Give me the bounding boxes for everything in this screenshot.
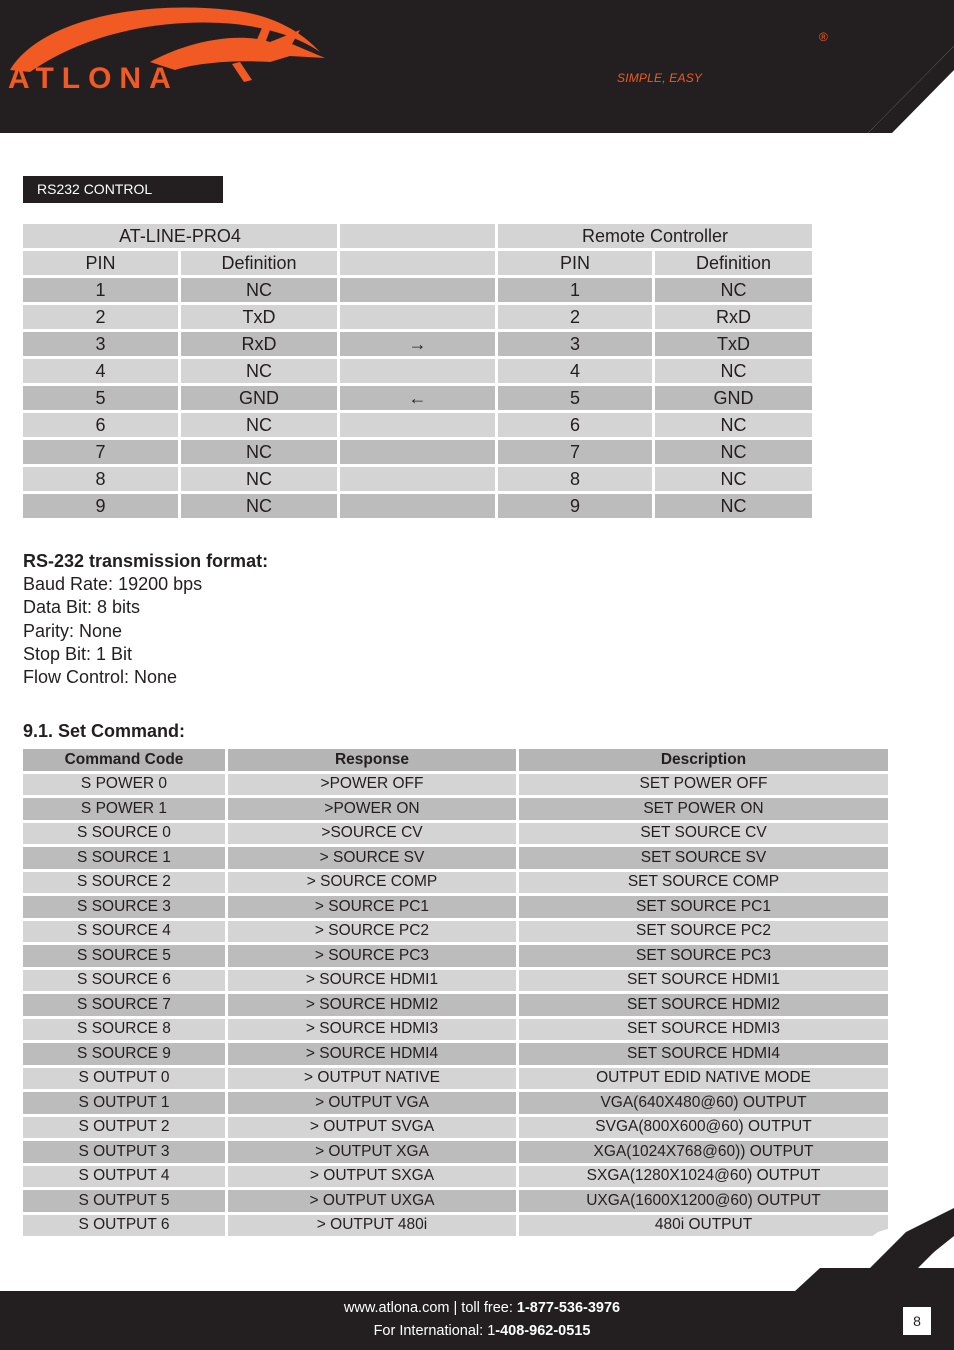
footer-separator: | toll free: — [449, 1300, 517, 1316]
pin-row — [23, 359, 812, 383]
pin-left: 4 — [23, 359, 178, 383]
command-response: >SOURCE CV — [228, 823, 516, 845]
col-header-pin-left: PIN — [23, 251, 178, 275]
page-header — [0, 0, 954, 133]
set-command-table — [20, 746, 891, 1239]
command-row — [23, 1141, 888, 1163]
definition-right: NC — [655, 440, 812, 464]
group-header-spacer — [340, 224, 495, 248]
pin-right: 9 — [498, 494, 652, 518]
command-description: VGA(640X480@60) OUTPUT — [519, 1092, 888, 1114]
format-line: Baud Rate: 19200 bps — [23, 574, 203, 595]
pin-right: 1 — [498, 278, 652, 302]
command-code: S SOURCE 0 — [23, 823, 225, 845]
command-code: S SOURCE 4 — [23, 921, 225, 943]
definition-right: NC — [655, 467, 812, 491]
pin-left: 6 — [23, 413, 178, 437]
command-description: SET SOURCE HDMI4 — [519, 1043, 888, 1065]
command-description: SET SOURCE PC3 — [519, 945, 888, 967]
atlona-salamander-logo — [0, 0, 340, 95]
col-header-response: Response — [228, 749, 516, 771]
command-response: > SOURCE HDMI4 — [228, 1043, 516, 1065]
col-header-description: Description — [519, 749, 888, 771]
pin-row — [23, 413, 812, 437]
command-row — [23, 774, 888, 796]
command-description: SET SOURCE HDMI1 — [519, 970, 888, 992]
command-description: SET SOURCE PC2 — [519, 921, 888, 943]
definition-left: RxD — [181, 332, 337, 356]
command-description: 480i OUTPUT — [519, 1215, 888, 1237]
command-response: > SOURCE HDMI3 — [228, 1019, 516, 1041]
pin-row — [23, 305, 812, 329]
command-description: SVGA(800X600@60) OUTPUT — [519, 1117, 888, 1139]
command-row — [23, 798, 888, 820]
command-row — [23, 823, 888, 845]
command-row — [23, 945, 888, 967]
command-response: > OUTPUT VGA — [228, 1092, 516, 1114]
command-response: > SOURCE HDMI2 — [228, 994, 516, 1016]
definition-right: NC — [655, 413, 812, 437]
pin-left: 3 — [23, 332, 178, 356]
command-code: S SOURCE 9 — [23, 1043, 225, 1065]
pin-right: 8 — [498, 467, 652, 491]
command-response: > OUTPUT NATIVE — [228, 1068, 516, 1090]
set-command-heading: 9.1. Set Command: — [23, 721, 186, 741]
pin-row — [23, 467, 812, 491]
format-heading: RS-232 transmission format: — [23, 551, 269, 571]
pin-right: 6 — [498, 413, 652, 437]
command-description: SET POWER ON — [519, 798, 888, 820]
pin-right: 5 — [498, 386, 652, 410]
footer-intl-number: -408-962-0515 — [495, 1323, 591, 1339]
command-code: S OUTPUT 4 — [23, 1166, 225, 1188]
command-row — [23, 1043, 888, 1065]
col-header-pin-right: PIN — [498, 251, 652, 275]
definition-left: NC — [181, 440, 337, 464]
direction-arrow — [340, 359, 495, 383]
command-code: S SOURCE 8 — [23, 1019, 225, 1041]
command-row — [23, 1117, 888, 1139]
definition-right: NC — [655, 359, 812, 383]
command-code: S SOURCE 5 — [23, 945, 225, 967]
command-response: > OUTPUT XGA — [228, 1141, 516, 1163]
format-line: Stop Bit: 1 Bit — [23, 643, 133, 664]
direction-arrow — [340, 413, 495, 437]
direction-arrow — [340, 440, 495, 464]
command-row — [23, 921, 888, 943]
pin-right: 2 — [498, 305, 652, 329]
pin-row — [23, 332, 812, 356]
definition-left: NC — [181, 359, 337, 383]
command-description: SET SOURCE HDMI2 — [519, 994, 888, 1016]
command-row — [23, 1019, 888, 1041]
command-description: SET SOURCE CV — [519, 823, 888, 845]
definition-right: NC — [655, 278, 812, 302]
pin-left: 7 — [23, 440, 178, 464]
command-row — [23, 847, 888, 869]
pin-assignment-table — [20, 221, 815, 521]
command-response: >POWER ON — [228, 798, 516, 820]
command-code: S SOURCE 6 — [23, 970, 225, 992]
format-line: Parity: None — [23, 620, 123, 641]
pin-table-group-row — [23, 224, 812, 248]
definition-left: NC — [181, 278, 337, 302]
command-row — [23, 1166, 888, 1188]
direction-arrow — [340, 305, 495, 329]
transmission-format — [23, 550, 268, 689]
command-response: > SOURCE PC1 — [228, 896, 516, 918]
command-description: SET SOURCE HDMI3 — [519, 1019, 888, 1041]
command-response: > OUTPUT SVGA — [228, 1117, 516, 1139]
group-header-left: AT-LINE-PRO4 — [23, 224, 337, 248]
command-code: S POWER 1 — [23, 798, 225, 820]
footer-intl-label: For International: 1 — [373, 1323, 496, 1339]
command-response: > OUTPUT 480i — [228, 1215, 516, 1237]
col-header-command-code: Command Code — [23, 749, 225, 771]
format-line: Data Bit: 8 bits — [23, 597, 141, 618]
definition-left: NC — [181, 494, 337, 518]
command-code: S POWER 0 — [23, 774, 225, 796]
command-response: >POWER OFF — [228, 774, 516, 796]
pin-left: 5 — [23, 386, 178, 410]
command-code: S OUTPUT 2 — [23, 1117, 225, 1139]
pin-row — [23, 278, 812, 302]
brand-tagline: SIMPLE, EASY — [617, 71, 703, 85]
command-row — [23, 1068, 888, 1090]
command-code: S OUTPUT 1 — [23, 1092, 225, 1114]
command-response: > SOURCE PC2 — [228, 921, 516, 943]
footer-contact-line — [0, 1300, 954, 1316]
pin-right: 3 — [498, 332, 652, 356]
command-description: OUTPUT EDID NATIVE MODE — [519, 1068, 888, 1090]
registered-mark: ® — [819, 30, 828, 44]
definition-right: TxD — [655, 332, 812, 356]
command-response: > SOURCE PC3 — [228, 945, 516, 967]
command-response: > SOURCE COMP — [228, 872, 516, 894]
command-table-header — [23, 749, 888, 771]
pin-left: 9 — [23, 494, 178, 518]
command-description: SXGA(1280X1024@60) OUTPUT — [519, 1166, 888, 1188]
command-code: S SOURCE 1 — [23, 847, 225, 869]
command-description: SET SOURCE PC1 — [519, 896, 888, 918]
command-description: UXGA(1600X1200@60) OUTPUT — [519, 1190, 888, 1212]
command-row — [23, 896, 888, 918]
command-row — [23, 994, 888, 1016]
command-row — [23, 1092, 888, 1114]
col-header-definition-right: Definition — [655, 251, 812, 275]
col-header-definition-left: Definition — [181, 251, 337, 275]
command-response: > OUTPUT UXGA — [228, 1190, 516, 1212]
command-code: S OUTPUT 3 — [23, 1141, 225, 1163]
direction-arrow: ← — [340, 386, 495, 410]
command-code: S OUTPUT 6 — [23, 1215, 225, 1237]
page-number: 8 — [903, 1307, 931, 1335]
command-description: SET SOURCE SV — [519, 847, 888, 869]
command-code: S SOURCE 7 — [23, 994, 225, 1016]
command-code: S OUTPUT 5 — [23, 1190, 225, 1212]
command-code: S OUTPUT 0 — [23, 1068, 225, 1090]
pin-row — [23, 386, 812, 410]
definition-left: GND — [181, 386, 337, 410]
definition-left: NC — [181, 413, 337, 437]
command-description: XGA(1024X768@60)) OUTPUT — [519, 1141, 888, 1163]
group-header-right: Remote Controller — [498, 224, 812, 248]
pin-table-column-row — [23, 251, 812, 275]
command-response: > OUTPUT SXGA — [228, 1166, 516, 1188]
command-response: > SOURCE HDMI1 — [228, 970, 516, 992]
command-code: S SOURCE 2 — [23, 872, 225, 894]
command-row — [23, 872, 888, 894]
direction-arrow — [340, 278, 495, 302]
command-row — [23, 970, 888, 992]
definition-right: NC — [655, 494, 812, 518]
command-response: > SOURCE SV — [228, 847, 516, 869]
format-line: Flow Control: None — [23, 667, 178, 688]
pin-left: 2 — [23, 305, 178, 329]
pin-row — [23, 494, 812, 518]
footer-toll-free: 1-877-536-3976 — [516, 1300, 621, 1316]
footer-website-link[interactable]: www.atlona.com — [343, 1300, 450, 1316]
brand-wordmark: ATLONA — [8, 62, 179, 95]
definition-left: NC — [181, 467, 337, 491]
direction-arrow — [340, 467, 495, 491]
command-code: S SOURCE 3 — [23, 896, 225, 918]
footer-corner-decoration — [0, 1208, 954, 1292]
section-tag: RS232 CONTROL — [23, 176, 223, 203]
pin-row — [23, 440, 812, 464]
definition-right: GND — [655, 386, 812, 410]
command-description: SET SOURCE COMP — [519, 872, 888, 894]
footer-international-line — [0, 1323, 954, 1339]
definition-right: RxD — [655, 305, 812, 329]
col-header-spacer — [340, 251, 495, 275]
pin-right: 4 — [498, 359, 652, 383]
pin-right: 7 — [498, 440, 652, 464]
definition-left: TxD — [181, 305, 337, 329]
direction-arrow — [340, 494, 495, 518]
command-description: SET POWER OFF — [519, 774, 888, 796]
direction-arrow: → — [340, 332, 495, 356]
pin-left: 1 — [23, 278, 178, 302]
pin-left: 8 — [23, 467, 178, 491]
